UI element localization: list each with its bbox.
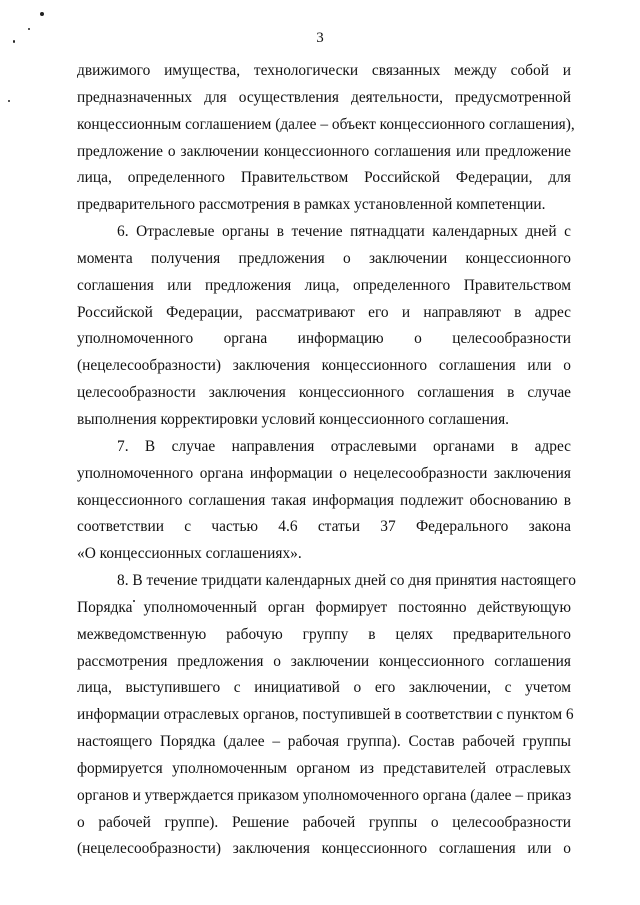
scan-speck — [40, 12, 44, 16]
paragraph-clause-7 — [77, 434, 571, 568]
paragraph-continuation — [77, 58, 575, 219]
text-line: предварительного рассмотрения в рамках установленной компетенции. — [77, 196, 546, 214]
text-line: о рабочей группе). Решение рабочей группы о целесообразности — [77, 813, 571, 831]
text-line: момента получения предложения о заключении концессионного — [77, 249, 571, 267]
text-line: выполнения корректировки условий концессионного соглашения. — [77, 410, 510, 428]
text-line: концессионным соглашением (далее – объект концессионного соглашения), — [77, 115, 575, 133]
text-line: межведомственную рабочую группу в целях предварительного — [77, 625, 571, 643]
text-line: лица, выступившего с инициативой о его заключении, с учетом — [77, 679, 571, 697]
text-line: «О концессионных соглашениях». — [77, 545, 302, 563]
text-line: соответствии с частью 4.6 статьи 37 Федерального закона — [77, 518, 571, 536]
text-line: лица, определенного Правительством Российской Федерации, для — [77, 169, 571, 187]
text-line: (нецелесообразности) заключения концессионного соглашения или о — [77, 840, 571, 858]
text-line: предназначенных для осуществления деятельности, предусмотренной — [77, 88, 571, 106]
text-line: уполномоченного органа информации о нецелесообразности заключения — [77, 464, 571, 482]
text-line: предложение о заключении концессионного соглашения или предложение — [77, 142, 571, 160]
text-line: информации отраслевых органов, поступившей в соответствии с пунктом 6 — [77, 706, 574, 724]
paragraph-clause-6 — [77, 219, 571, 434]
paragraph-clause-8 — [77, 568, 576, 863]
text-line: 8. В течение тридцати календарных дней со дня принятия настоящего — [117, 572, 576, 590]
scan-speck — [8, 100, 10, 102]
text-line: целесообразности заключения концессионного соглашения в случае — [77, 384, 571, 402]
text-line: уполномоченного органа информацию о целесообразности — [77, 330, 571, 348]
text-line: (нецелесообразности) заключения концессионного соглашения или о — [77, 357, 571, 375]
text-line: настоящего Порядка (далее – рабочая группа). Состав рабочей группы — [77, 733, 571, 751]
text-line: соглашения или предложения лица, определенного Правительством — [77, 276, 571, 294]
text-line: 6. Отраслевые органы в течение пятнадцати календарных дней с — [117, 223, 571, 241]
text-line: концессионного соглашения такая информация подлежит обоснованию в — [77, 491, 571, 509]
text-line: движимого имущества, технологически связанных между собой и — [77, 62, 571, 79]
page-number: 3 — [316, 30, 324, 46]
text-line: Российской Федерации, рассматривают его и направляют в адрес — [77, 303, 571, 321]
text-line: рассмотрения предложения о заключении концессионного соглашения — [77, 652, 571, 670]
text-line: Порядка уполномоченный орган формирует постоянно действующую — [77, 598, 571, 616]
document-body — [77, 58, 576, 863]
text-line: 7. В случае направления отраслевыми органами в адрес — [117, 437, 571, 455]
text-line: формируется уполномоченным органом из представителей отраслевых — [77, 759, 571, 777]
text-line: органов и утверждается приказом уполномоченного органа (далее – приказ — [77, 786, 572, 804]
